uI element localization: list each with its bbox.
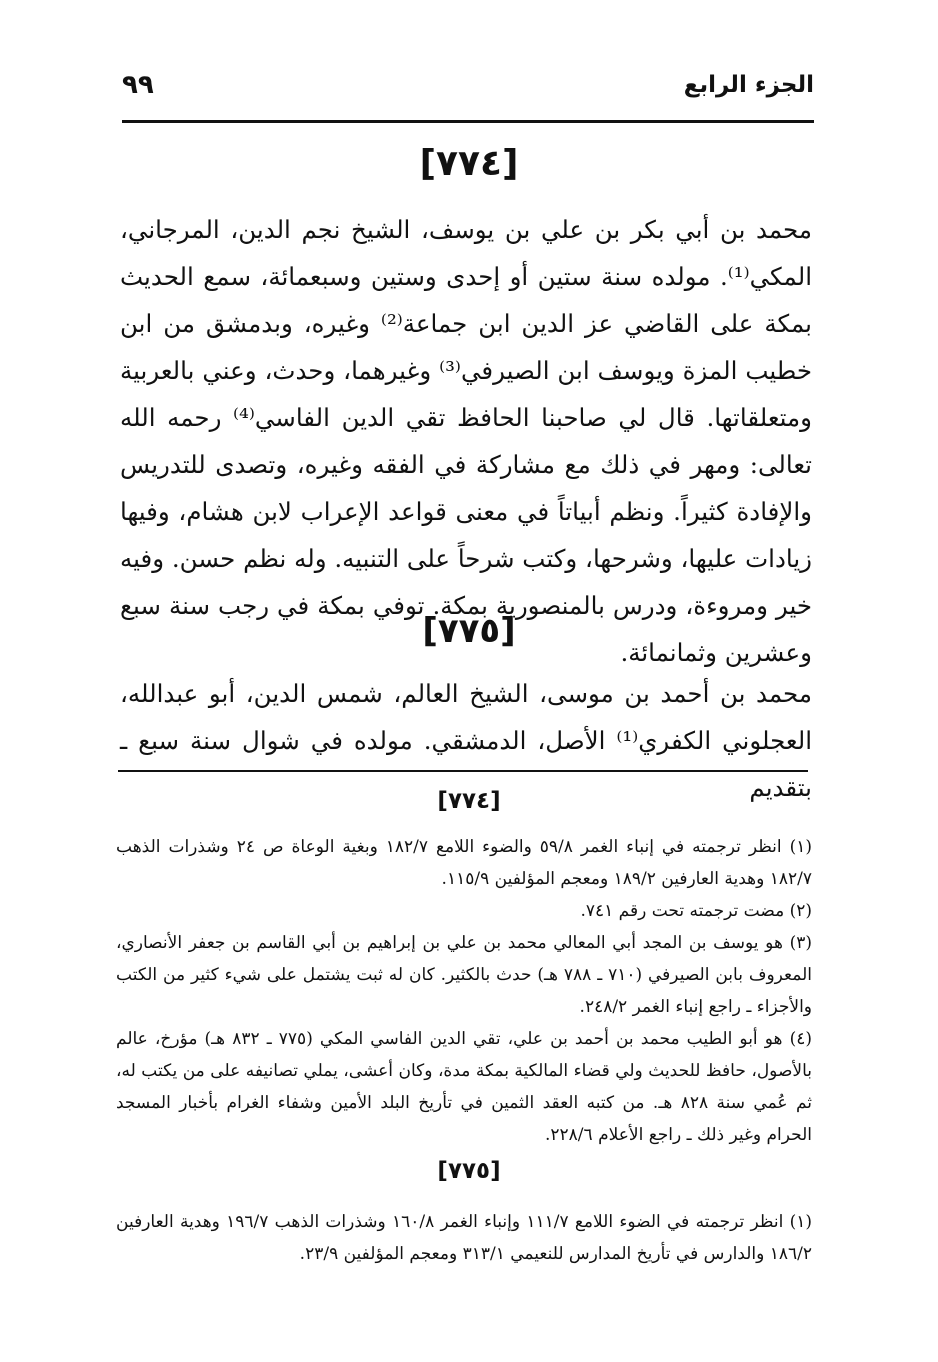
entry-774-body: [120, 206, 812, 676]
footnote-rule: [118, 770, 808, 772]
header-rule: [122, 120, 814, 123]
running-title: الجزء الرابع: [683, 72, 814, 98]
page-header: [118, 70, 814, 110]
footnotes-775: [116, 1206, 812, 1270]
entry-775-text: محمد بن أحمد بن موسى، الشيخ العالم، شمس الدين، أبو عبدالله، العجلوني الكفري⁽¹⁾ الأصل، الدمشقي. مولده في شوال سنة سبع ـ بتقديم: [120, 679, 813, 802]
footnote: (١) انظر ترجمته في الضوء اللامع ١١١/٧ وإنباء الغمر ١٦٠/٨ وشذرات الذهب ١٩٦/٧ وهدية العارفين ١٨٦/٢ والدارس في تأريخ المدارس للنعيمي ٣١٣/١ ومعجم المؤلفين ٢٣/٩.: [116, 1212, 812, 1264]
footnote: (٢) مضت ترجمته تحت رقم ٧٤١.: [580, 901, 812, 921]
page-number: ٩٩: [122, 70, 154, 100]
entry-number-774: [٧٧٤]: [419, 143, 519, 184]
footnote-heading-775: [٧٧٥]: [437, 1158, 501, 1184]
footnotes-774: [116, 831, 812, 1151]
footnote: (٣) هو يوسف بن المجد أبي المعالي محمد بن علي بن إبراهيم بن أبي القاسم بن جعفر الأنصاري، المعروف بابن الصيرفي (٧١٠ ـ ٧٨٨ هـ) حدث بالكثير. كان له ثبت يشتمل على شيء كثير من الكتب والأجزاء ـ راجع إنباء الغمر ٢٤٨/٢.: [116, 933, 812, 1017]
footnote: (٤) هو أبو الطيب محمد بن أحمد بن علي، تقي الدين الفاسي المكي (٧٧٥ ـ ٨٣٢ هـ) مؤرخ، عالم بالأصول، حافظ للحديث ولي قضاء المالكية بمكة مدة، وكان أعشى، يملي تصانيفه على من يكتب له، ثم عُمي سنة ٨٢٨ هـ. من كتبه العقد الثمين في تأريخ البلد الأمين وشفاء الغرام بأخبار المسجد الحرام وغير ذلك ـ راجع الأعلام ٢٢٨/٦.: [116, 1029, 813, 1145]
footnote: (١) انظر ترجمته في إنباء الغمر ٥٩/٨ والضوء اللامع ١٨٢/٧ وبغية الوعاة ص ٢٤ وشذرات الذهب ١٨٢/٧ وهدية العارفين ١٨٩/٢ ومعجم المؤلفين ١١٥/٩.: [116, 837, 812, 889]
footnote-heading-774: [٧٧٤]: [437, 788, 501, 814]
entry-774-text: محمد بن أبي بكر بن علي بن يوسف، الشيخ نجم الدين، المرجاني، المكي⁽¹⁾. مولده سنة ستين أو إحدى وستين وسبعمائة، سمع الحديث بمكة على القاضي عز الدين ابن جماعة⁽²⁾ وغيره، وبدمشق من ابن خطيب المزة ويوسف ابن الصيرفي⁽³⁾ وغيرهما، وحدث، وعني بالعربية ومتعلقاتها. قال لي صاحبنا الحافظ تقي الدين الفاسي⁽⁴⁾ رحمه الله تعالى: ومهر في ذلك مع مشاركة في الفقه وغيره، وتصدى للتدريس والإفادة كثيراً. ونظم أبياتاً في معنى قواعد الإعراب لابن هشام، وفيها زيادات عليها، وشرحها، وكتب شرحاً على التنبيه. وله نظم حسن. وفيه خير ومروءة، ودرس بالمنصورية بمكة. توفي بمكة في رجب سنة سبع وعشرين وثمانمائة.: [120, 215, 813, 667]
entry-number-775: [٧٧٥]: [422, 611, 516, 651]
